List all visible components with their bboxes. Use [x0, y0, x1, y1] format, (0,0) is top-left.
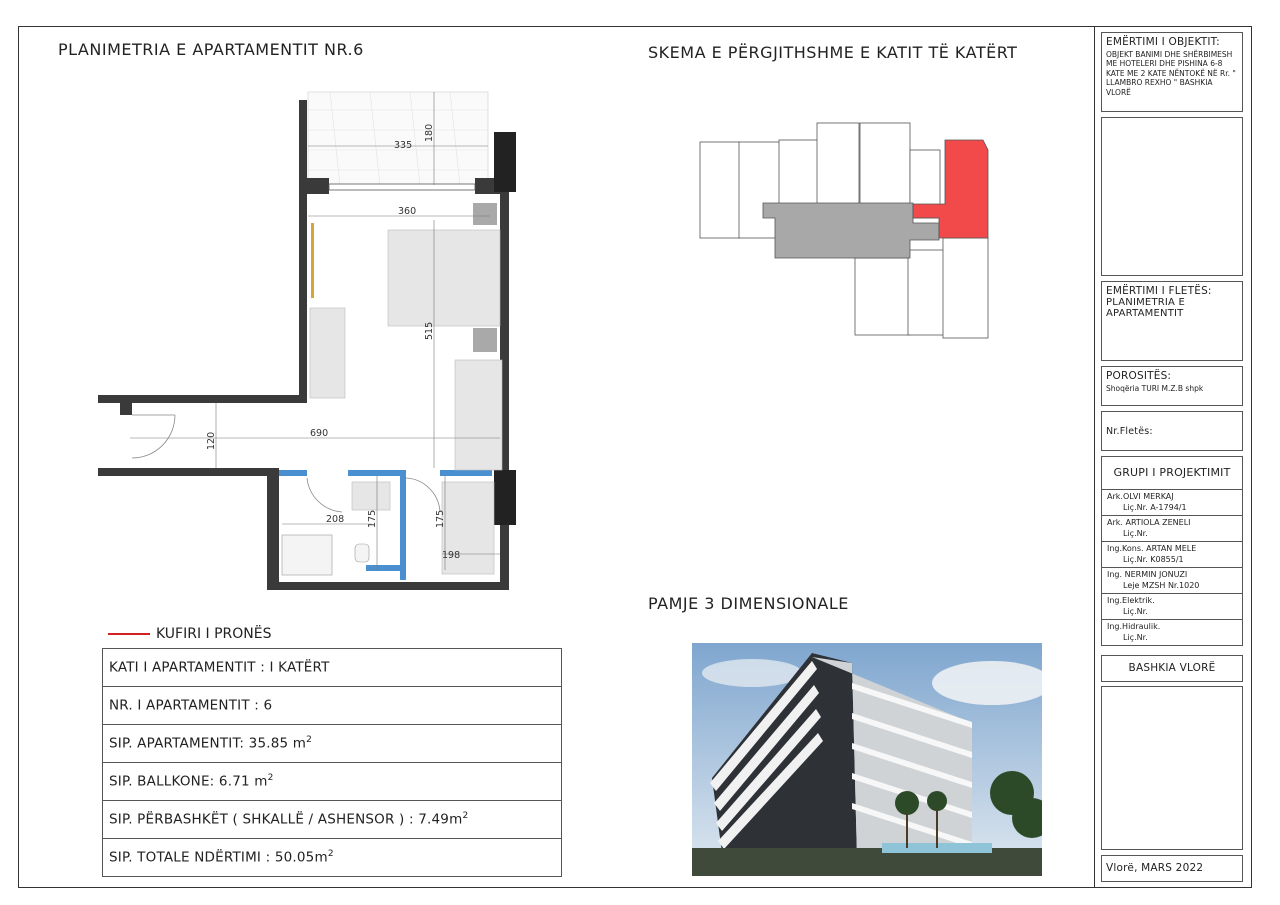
dim-120: 120: [206, 431, 217, 450]
dim-175-bath: 175: [367, 509, 378, 528]
legend-label: KUFIRI I PRONËS: [156, 626, 272, 642]
render-title: PAMJE 3 DIMENSIONALE: [648, 594, 849, 613]
client-header: POROSITËS:: [1106, 370, 1172, 382]
date-label: Vlorë, MARS 2022: [1106, 862, 1204, 874]
dim-690: 690: [310, 428, 329, 439]
municipality-box: [1101, 655, 1243, 682]
team-member: Ark. ARTIOLA ZENELI Liç.Nr.: [1101, 516, 1243, 542]
design-group-header: GRUPI I PROJEKTIMIT: [1113, 466, 1231, 479]
team-member: Ing.Hidraulik. Liç.Nr.: [1101, 620, 1243, 646]
sheet-number-label: Nr.Fletës:: [1106, 426, 1153, 437]
stamp-box: [1101, 117, 1243, 276]
doors: [132, 415, 440, 512]
sheet-name-text: PLANIMETRIA E APARTAMENTIT: [1106, 297, 1185, 319]
legend: [108, 626, 272, 642]
info-row: NR. I APARTAMENTIT : 6: [103, 687, 562, 725]
dim-180: 180: [424, 123, 435, 142]
sheet-name-box: [1101, 281, 1243, 361]
signature-box: [1101, 686, 1243, 850]
sheet-number-box: [1101, 411, 1243, 451]
schema-title: SKEMA E PËRGJITHSHME E KATIT TË KATËRT: [648, 43, 1018, 62]
team-member: Ing. NERMIN JONUZI Leje MZSH Nr.1020: [1101, 568, 1243, 594]
floor-schema: [695, 118, 995, 340]
client-text: Shoqëria TURI M.Z.B shpk: [1106, 384, 1204, 393]
info-row: KATI I APARTAMENTIT : I KATËRT: [103, 649, 562, 687]
balcony-area: [308, 92, 488, 185]
sheet-name-header: EMËRTIMI I FLETËS:: [1106, 285, 1212, 297]
info-row: SIP. PËRBASHKËT ( SHKALLË / ASHENSOR ) : $7.49m^2$: [103, 801, 562, 839]
team-member: Ark.OLVI MERKAJ Liç.Nr. A-1794/1: [1101, 490, 1243, 516]
dim-198: 198: [442, 550, 461, 561]
design-group-header-box: [1101, 456, 1243, 490]
object-name-text: OBJEKT BANIMI DHE SHËRBIMESH ME HOTELERI DHE PISHINA 6-8 KATE ME 2 KATE NËNTOKË NË Rr. " LLAMBRO REXHO " BASHKIA VLORË: [1106, 50, 1236, 97]
dim-208: 208: [326, 514, 345, 525]
dim-335: 335: [394, 140, 413, 151]
dim-515: 515: [424, 321, 435, 340]
team-member: Ing.Elektrik. Liç.Nr.: [1101, 594, 1243, 620]
plan-title: PLANIMETRIA E APARTAMENTIT NR.6: [58, 40, 364, 59]
column: [494, 132, 516, 192]
info-row: SIP. APARTAMENTIT: 35.85 $m^2$: [103, 725, 562, 763]
property-line-swatch: [108, 633, 150, 635]
apartment-info-table: [102, 648, 562, 877]
municipality-label: BASHKIA VLORË: [1128, 662, 1216, 674]
date-box: [1101, 855, 1243, 882]
team-member: Ing.Kons. ARTAN MELE Liç.Nr. K0855/1: [1101, 542, 1243, 568]
building-render: [692, 643, 1042, 876]
window: [329, 184, 475, 190]
object-name-box: [1101, 32, 1243, 112]
object-name-header: EMËRTIMI I OBJEKTIT:: [1106, 36, 1220, 48]
client-box: [1101, 366, 1243, 406]
column: [494, 470, 516, 525]
info-row: SIP. BALLKONE: 6.71 $m^2$: [103, 763, 562, 801]
dim-360: 360: [398, 206, 417, 217]
floor-plan: [90, 90, 530, 610]
dim-175-kitchen: 175: [435, 509, 446, 528]
info-row: SIP. TOTALE NDËRTIMI : $50.05m^2$: [103, 839, 562, 877]
wardrobe-accent: [311, 223, 314, 298]
bathroom-fixtures: [282, 535, 369, 575]
